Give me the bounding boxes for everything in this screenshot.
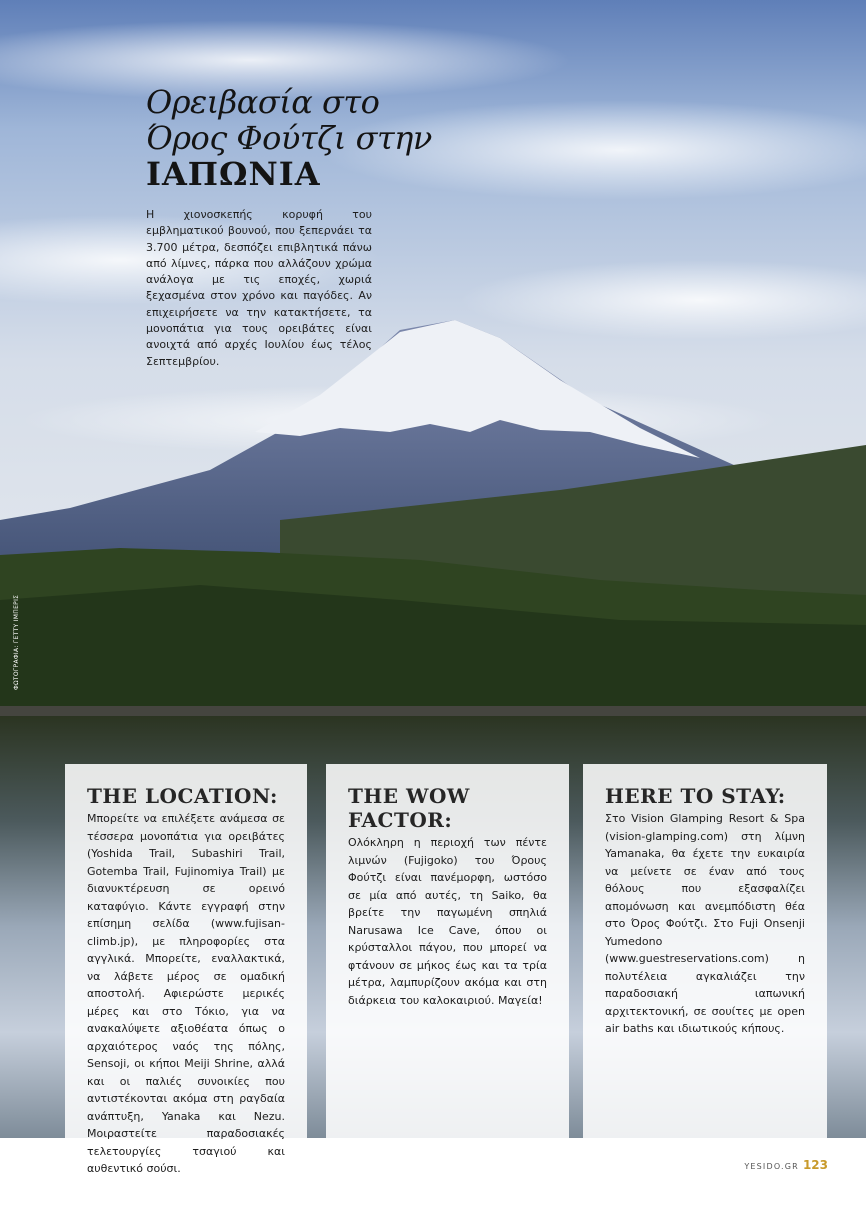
wow-factor-text: Ολόκληρη η περιοχή των πέντε λιμνών (Fujigoko) του Όρους Φούτζι είναι πανέμορφη, ωστόσο σε μία από αυτές, τη Saiko, θα βρείτε την παγωμένη σπηλιά Narusawa Ice Cave, όπου οι κρύσταλλοι πάγου, που μπορεί να φτάνουν σε μήκος έως και τα τρία μέτρα, λαμπυρίζουν ακόμα και στη διάρκεια του καλοκαιριού. Μαγεία!: [348, 836, 547, 1007]
lead-paragraph: Η χιονοσκεπής κορυφή του εμβληματικού βουνού, που ξεπερνάει τα 3.700 μέτρα, δεσπόζει επιβλητικά πάνω από λίμνες, πάρκα που αλλάζουν χρώμα ανάλογα με τις εποχές, χωριά ξεχασμένα στον χρόνο και παγόδες. Αν επιχειρήσετε να την κατακτήσετε, τα μονοπάτια για τους ορειβάτες είναι ανοιχτά από αρχές Ιουλίου έως τέλος Σεπτεμβρίου.: [146, 208, 372, 368]
here-to-stay-text: Στο Vision Glamping Resort & Spa (vision-glamping.com) στη λίμνη Yamanaka, θα έχετε την ευκαιρία να μείνετε σε έναν από τους θόλους που εξασφαλίζει απομόνωση και ανεμπόδιστη θέα στο Όρος Φούτζι. Στο Fuji Onsenji Yumedono (www.guestreservations.com) η πολυτέλεια αγκαλιάζει την παραδοσιακή ιαπωνική αρχιτεκτονική, σε σουίτες με open air baths και ιδιωτικούς κήπους.: [605, 812, 805, 1035]
page-number: 123: [802, 1158, 828, 1172]
location-heading: THE LOCATION:: [87, 784, 278, 808]
title-line-1: Ορειβασία στο: [146, 83, 380, 121]
location-text: Μπορείτε να επιλέξετε ανάμεσα σε τέσσερα μονοπάτια για ορειβάτες (Yoshida Trail, Subashiri Trail, Gotemba Trail, Fujinomiya Trail) με διανυκτέρευση σε ορεινό καταφύγιο. Κάντε εγγραφή στην επίσημη σελίδα (www.fujisan-climb.jp), με πληροφορίες στα αγγλικά. Μπορείτε, εναλλακτικά, να λάβετε μέρος σε ομαδική αποστολή. Αφιερώστε μερικές μέρες και στο Τόκιο, για να ανακαλύψετε αξιοθέατα όπως ο αρχαιότερος ναός της πόλης, Sensoji, οι κήποι Meiji Shrine, αλλά και οι παλιές συνοικίες που αντιστέκονται ακόμα στη ραγδαία ανάπτυξη, Yanaka και Nezu. Μοιραστείτε παραδοσιακές τελετουργίες τσαγιού και αυθεντικό σούσι.: [87, 812, 285, 1175]
here-to-stay-heading: HERE TO STAY:: [605, 784, 786, 808]
location-box: [65, 764, 307, 1175]
photo-credit: ΦΩΤΟΓΡΑΦΙΑ: ΓΕΤΤΥ ΙΜΠΕΡΙΣ: [13, 594, 20, 690]
wow-factor-heading: THE WOW FACTOR:: [348, 784, 470, 832]
site-name: YESIDO.GR: [744, 1162, 799, 1171]
page-title: [146, 84, 432, 192]
wow-factor-box: [326, 764, 569, 1138]
page-footer: [744, 1158, 828, 1172]
title-line-2: Όρος Φούτζι στην: [146, 119, 432, 157]
here-to-stay-box: [583, 764, 827, 1138]
title-line-3: ΙΑΠΩΝΙΑ: [146, 155, 321, 193]
